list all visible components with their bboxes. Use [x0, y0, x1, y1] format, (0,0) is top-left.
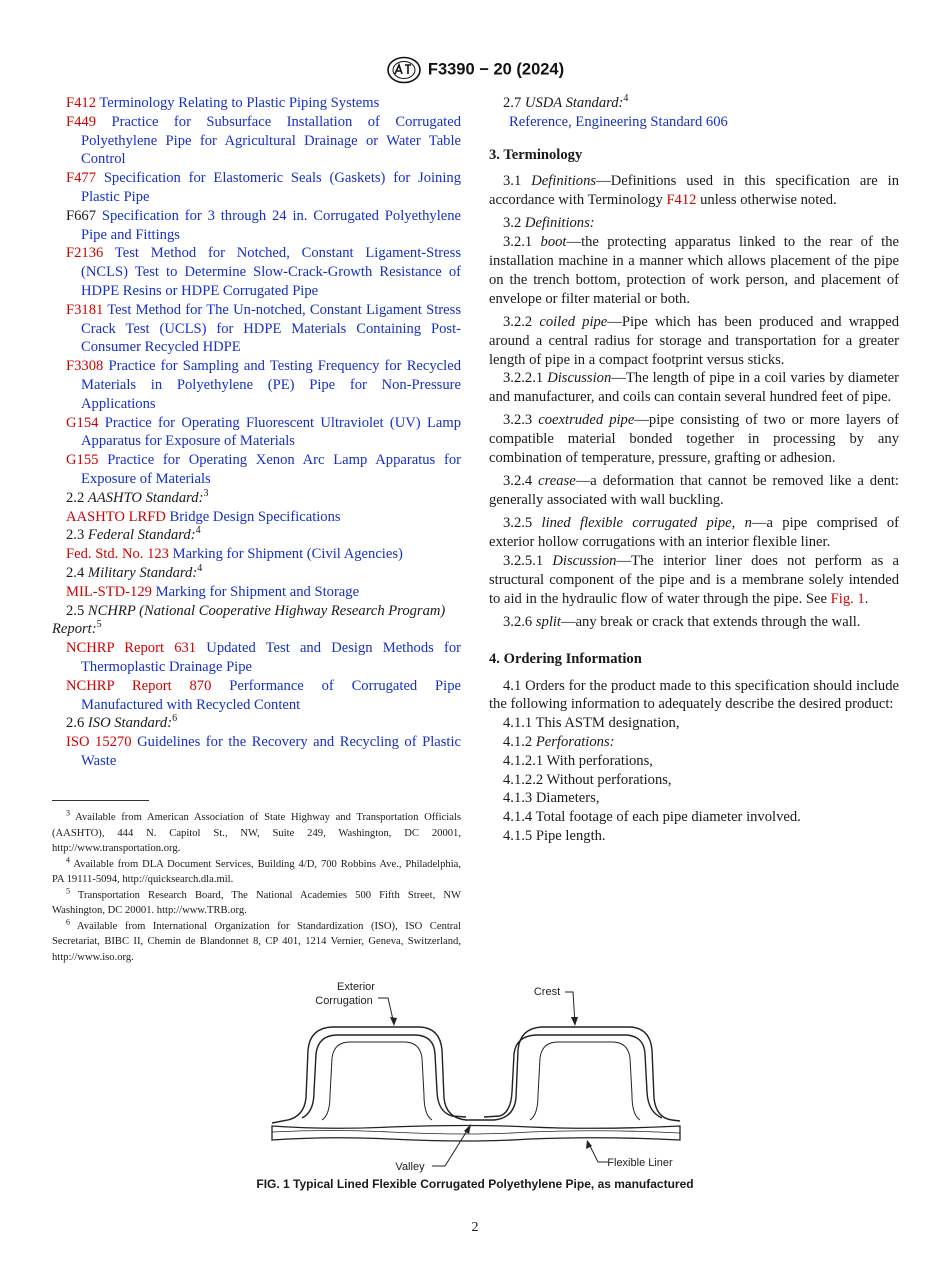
reference-title[interactable]: Performance of Corrugated Pipe Manufactured with Recycled Content [81, 677, 461, 713]
exterior-corrugation-outline [272, 1027, 680, 1123]
term: crease [538, 473, 576, 490]
item-number: 4.1.2.1 [503, 752, 544, 769]
section-label: USDA Standard: [524, 95, 624, 111]
section-number: 4.1 [503, 677, 522, 694]
section-number: 2.3 [66, 527, 85, 544]
footnote-marker: 4 [195, 525, 201, 537]
item-number: 4.1.2 [503, 733, 533, 750]
definition-text: —a deformation that cannot be removed like a dent: generally associated with wall buckling. [489, 473, 899, 509]
section-number: 3.2.4 [503, 473, 533, 490]
reference-title[interactable]: Marking for Shipment and Storage [155, 583, 360, 600]
reference-item [489, 113, 899, 132]
reference-title[interactable]: Test Method for The Un-notched, Constant Ligament Stress Crack Test (UCLS) for HDPE Materials Containing Post- Consumer Recycled HDPE [81, 301, 461, 356]
reference-item [52, 545, 461, 564]
section-number: 2.4 [66, 564, 85, 581]
paragraph-3-2 [489, 214, 899, 233]
footnote-text: Available from American Association of State Highway and Transportation Officials (AASHTO), 444 N. Capitol St., NW, Suite 249, Washington, DC 20001, http://www.transportation.org. [52, 812, 461, 854]
astm-references [52, 94, 461, 489]
definition-text: —a pipe comprised of exterior hollow corrugations with an interior flexible liner. [489, 515, 899, 551]
order-item [489, 752, 899, 771]
section-number: 3.2.6 [503, 613, 533, 630]
subsection-heading [52, 564, 461, 583]
astm-logo-icon [386, 56, 422, 84]
subsection-heading [52, 526, 461, 545]
subsection-heading [489, 94, 899, 113]
footnotes [52, 810, 461, 965]
term: Definitions [531, 173, 597, 190]
order-item [489, 714, 899, 733]
reference-code[interactable]: F412 [66, 95, 97, 111]
definition-text: . [864, 590, 869, 607]
reference-code[interactable]: F2136 [66, 245, 104, 262]
reference-item [52, 677, 461, 715]
reference-title[interactable]: Bridge Design Specifications [169, 508, 341, 525]
order-item [489, 789, 899, 808]
item-number: 4.1.4 [503, 809, 533, 826]
reference-item [52, 508, 461, 527]
paragraph-4-1 [489, 677, 899, 715]
definition-boot [489, 233, 899, 308]
reference-code[interactable]: G155 [66, 452, 99, 469]
section-number: 2.5 [66, 602, 85, 619]
pipe-diagram [270, 980, 682, 1175]
definition-split [489, 613, 899, 632]
page-number: 2 [471, 1220, 479, 1235]
section-number: 3.2.5 [503, 515, 533, 532]
subsection-heading [52, 602, 461, 640]
flexible-liner [272, 1126, 680, 1142]
reference-title[interactable]: Practice for Sampling and Testing Frequency for Recycled Materials in Polyethylene (PE) Pipe for Non-Pressure Applications [81, 358, 461, 412]
item-text: Diameters, [535, 790, 600, 807]
paragraph-text: Orders for the product made to this specification should include the following information to adequately describe the desired product: [489, 677, 899, 713]
reference-code[interactable]: F3181 [66, 301, 104, 318]
footnote-marker: 6 [172, 713, 178, 725]
label-crest: Crest [533, 986, 561, 998]
term: split [535, 613, 561, 630]
interior-corrugation-outline [302, 1035, 662, 1118]
item-text: Perforations: [535, 733, 615, 750]
reference-item [52, 733, 461, 771]
order-item [489, 771, 899, 790]
footnote-marker: 3 [203, 487, 209, 499]
item-text: Total footage of each pipe diameter involved. [535, 809, 801, 826]
term: Discussion [547, 370, 612, 387]
reference-title[interactable]: Marking for Shipment (Civil Agencies) [172, 546, 403, 563]
reference-code[interactable]: NCHRP Report 631 [66, 640, 197, 657]
paragraph-3-1 [489, 172, 899, 210]
reference-title[interactable]: Practice for Operating Xenon Arc Lamp Apparatus for Exposure of Materials [81, 452, 461, 487]
definition-coextruded-pipe [489, 411, 899, 467]
reference-item [52, 113, 461, 169]
order-item [489, 733, 899, 752]
term: coextruded pipe [538, 412, 635, 429]
reference-item [52, 207, 461, 245]
right-column [489, 94, 899, 846]
section-number: 3.2 [503, 215, 522, 232]
section-number: 2.2 [66, 489, 85, 506]
footnote-text: Available from DLA Document Services, Building 4/D, 700 Robbins Ave., Philadelphia, PA 19111-5094, http://quicksearch.dla.mil. [52, 858, 461, 885]
reference-title[interactable]: Reference, Engineering Standard 606 [509, 113, 728, 130]
reference-item [52, 583, 461, 602]
term: Discussion [552, 553, 617, 570]
section-number: 3.2.2.1 [503, 370, 544, 387]
reference-item [52, 414, 461, 452]
item-number: 4.1.3 [503, 790, 533, 807]
page-header [0, 56, 950, 84]
definition-text: —pipe consisting of two or more layers of compatible material bonded together in processing by any combination of temperature, pressure, grafting or adhesion. [489, 412, 900, 467]
subsection-heading [52, 489, 461, 508]
definition-coiled-pipe [489, 313, 899, 369]
left-column [52, 94, 461, 771]
footnote-marker: 4 [197, 563, 203, 575]
footnote [52, 885, 461, 919]
item-text: Without perforations, [546, 771, 672, 788]
section-label: Federal Standard: [87, 527, 196, 544]
subsection-heading [52, 714, 461, 733]
reference-title[interactable]: Practice for Operating Fluorescent Ultraviolet (UV) Lamp Apparatus for Exposure of Materials [81, 414, 461, 450]
reference-code[interactable]: F477 [66, 170, 97, 187]
item-number: 4.1.2.2 [503, 771, 544, 788]
label-exterior: Exterior [337, 981, 375, 993]
label-flexible-liner: Flexible Liner [607, 1157, 673, 1169]
definition-text: —the protecting apparatus linked to the rear of the installation machine in a manner which allows placement of the pipe on the trench bottom, protection of work person, and placement of envelope or filter material or both. [489, 234, 899, 307]
section-label: ISO Standard: [87, 715, 173, 732]
paragraph-text: unless otherwise noted. [700, 192, 837, 209]
section-number: 3.2.3 [503, 412, 533, 429]
reference-code: F667 [66, 207, 97, 224]
reference-code[interactable]: MIL-STD-129 [66, 583, 152, 600]
reference-title[interactable]: Terminology Relating to Plastic Piping Systems [99, 95, 380, 111]
figure-link[interactable]: Fig. 1 [830, 590, 865, 607]
discussion-lined-pipe [489, 552, 899, 608]
footnote-divider [52, 800, 149, 801]
reference-title[interactable]: Specification for 3 through 24 in. Corrugated Polyethylene Pipe and Fittings [81, 207, 461, 243]
paragraph-text: —Definitions used in this specification are in accordance with Terminology [489, 173, 900, 209]
footnote-text: Available from International Organization for Standardization (ISO), ISO Central Secretariat, BIBC II, Chemin de Blandonnet 8, CP 401, 1214 Vernier, Geneva, Switzerland, http://www.iso.org. [52, 920, 461, 963]
footnote-marker: 4 [623, 93, 629, 105]
section-label: Military Standard: [87, 564, 198, 581]
section-label: AASHTO Standard: [87, 489, 204, 506]
reference-title[interactable]: Practice for Subsurface Installation of Corrugated Polyethylene Pipe for Agricultural Drainage or Water Table Control [81, 113, 461, 168]
term: lined flexible corrugated pipe, n [541, 515, 752, 532]
section-heading-terminology: 3. Terminology [489, 146, 583, 163]
section-number: 3.2.2 [503, 313, 533, 330]
section-number: 2.6 [66, 715, 85, 732]
footnote-marker: 5 [96, 619, 102, 631]
reference-link[interactable]: F412 [666, 192, 697, 209]
definition-crease [489, 472, 899, 510]
reference-item [52, 357, 461, 413]
reference-item [52, 451, 461, 489]
reference-title[interactable]: Specification for Elastomeric Seals (Gaskets) for Joining Plastic Pipe [81, 170, 461, 205]
item-text: Pipe length. [535, 827, 606, 844]
item-text: This ASTM designation, [535, 715, 680, 732]
term: Definitions: [524, 215, 595, 232]
footnote [52, 810, 461, 857]
reference-code[interactable]: ISO 15270 [66, 734, 132, 751]
label-valley: Valley [395, 1161, 425, 1173]
reference-item [52, 301, 461, 357]
section-number: 3.2.1 [503, 234, 533, 251]
discussion-coiled-pipe [489, 369, 899, 407]
reference-item [52, 94, 461, 113]
item-text: With perforations, [546, 752, 653, 769]
definition-text: —any break or crack that extends through the wall. [560, 613, 861, 630]
item-number: 4.1.1 [503, 715, 533, 732]
order-item [489, 827, 899, 846]
reference-code[interactable]: NCHRP Report 870 [66, 677, 212, 694]
term: boot [540, 234, 567, 251]
label-corrugation: Corrugation [315, 995, 373, 1007]
footnote-text: Transportation Research Board, The National Academies 500 Fifth Street, NW Washington, DC 20001. http://www.TRB.org. [52, 889, 461, 916]
order-item [489, 808, 899, 827]
reference-item [52, 244, 461, 300]
definition-text: —The interior liner does not perform as a structural component of the pipe and is a membrane solely intended to aid in the hydraulic flow of water through the pipe. See [489, 553, 899, 607]
reference-title[interactable]: Updated Test and Design Methods for Thermoplastic Drainage Pipe [81, 640, 461, 675]
definition-text: —Pipe which has been produced and wrapped around a central radius for storage and transportation for a greater length of pipe in a compact footprint versus sticks. [489, 313, 899, 368]
section-heading-ordering: 4. Ordering Information [489, 650, 642, 667]
reference-code[interactable]: AASHTO LRFD [66, 508, 166, 525]
reference-title[interactable]: Guidelines for the Recovery and Recycling of Plastic Waste [81, 734, 462, 769]
section-number: 3.1 [503, 173, 522, 190]
section-number: 2.7 [503, 95, 522, 111]
footnote-number: 3 [66, 808, 70, 818]
reference-title[interactable]: Test Method for Notched, Constant Ligament-Stress (NCLS) Test to Determine Slow-Crack-Growth Resistance of HDPE Resins or HDPE Corrugated Pipe [81, 245, 461, 299]
reference-code[interactable]: G154 [66, 414, 99, 431]
definition-text: —The length of pipe in a coil varies by diameter and manufacturer, and coils can contain several hundred feet of pipe. [489, 370, 899, 406]
footnote [52, 916, 461, 966]
reference-code[interactable]: F449 [66, 113, 97, 130]
footnote [52, 854, 461, 888]
footnote-number: 4 [66, 854, 70, 864]
footnote-number: 6 [66, 916, 70, 926]
section-label: NCHRP (National Cooperative Highway Research Program) Report: [52, 602, 446, 638]
figure-caption: FIG. 1 Typical Lined Flexible Corrugated Polyethylene Pipe, as manufactured [256, 1177, 694, 1191]
section-number: 3.2.5.1 [503, 553, 544, 570]
definition-lined-pipe [489, 514, 899, 552]
reference-code[interactable]: Fed. Std. No. 123 [66, 546, 169, 563]
document-designation: F3390 − 20 (2024) [427, 60, 565, 79]
reference-item [52, 639, 461, 677]
reference-code[interactable]: F3308 [66, 358, 104, 375]
item-number: 4.1.5 [503, 827, 533, 844]
reference-item [52, 169, 461, 207]
term: coiled pipe [539, 313, 608, 330]
footnote-number: 5 [66, 885, 70, 895]
